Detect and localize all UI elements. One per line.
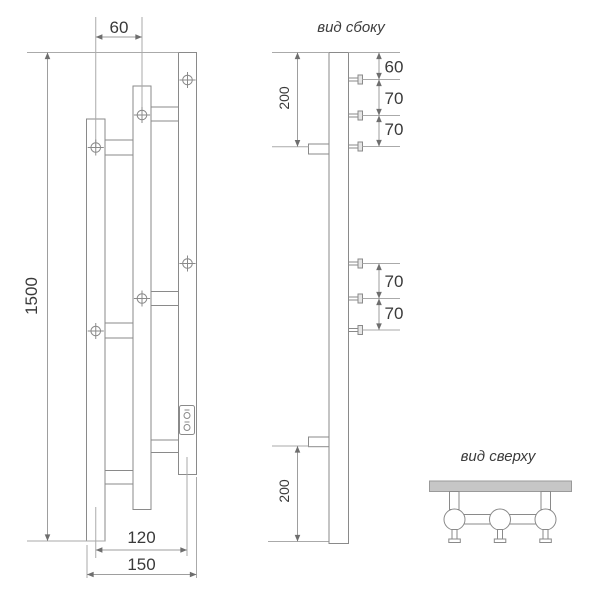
wall-pin <box>349 111 363 120</box>
dim-label-120: 120 <box>127 528 156 547</box>
dim-label-200: 200 <box>275 86 292 110</box>
dim-side-top-offset <box>379 53 403 80</box>
top-view-stem <box>541 492 551 510</box>
dim-label-60-side: 60 <box>384 57 404 77</box>
rung-left-mid-2 <box>105 323 133 338</box>
dim-side-lower-gap-2 <box>379 299 403 331</box>
top-view <box>430 448 572 543</box>
dim-label-1500: 1500 <box>21 277 41 315</box>
rung-mid-right-2 <box>151 292 179 306</box>
dim-bottom-hole-spacing <box>96 528 187 550</box>
dim-label-200: 200 <box>275 479 292 503</box>
wall-pin <box>349 75 363 84</box>
top-view-wall-panel <box>430 481 572 492</box>
rung-mid-right-1 <box>151 107 179 121</box>
dim-total-height <box>22 53 48 542</box>
side-view-title: вид сбоку <box>317 19 385 36</box>
top-view-tube <box>444 509 465 530</box>
dim-label-60: 60 <box>109 18 129 37</box>
dim-side-lower-section <box>276 446 298 542</box>
top-view-foot-plate <box>494 539 506 543</box>
top-view-foot-stem <box>543 530 548 540</box>
dim-side-lower-gap-1 <box>379 264 403 299</box>
top-view-tube <box>490 509 511 530</box>
wall-pin <box>349 294 363 303</box>
top-view-stem <box>450 492 460 510</box>
top-view-foot-plate <box>540 539 552 543</box>
side-tab-upper <box>309 144 330 154</box>
dim-label-70: 70 <box>384 120 404 139</box>
side-tab-lower <box>309 437 330 447</box>
top-view-foot-plate <box>449 539 461 543</box>
top-view-foot-stem <box>498 530 503 540</box>
dim-label-150: 150 <box>127 555 156 574</box>
dim-label-70: 70 <box>384 272 404 291</box>
wall-pin <box>349 259 363 268</box>
wall-pin <box>349 326 363 335</box>
dim-side-upper-gap-2 <box>379 116 403 147</box>
side-view <box>268 19 403 544</box>
top-view-connector <box>464 515 491 525</box>
dim-top-hole-spacing <box>96 18 142 37</box>
dim-label-70: 70 <box>384 89 404 108</box>
front-view <box>22 17 197 578</box>
rung-left-mid-1 <box>105 140 133 155</box>
top-view-foot-stem <box>452 530 457 540</box>
wall-pin <box>349 142 363 151</box>
dim-side-upper-gap-1 <box>379 80 403 116</box>
rung-mid-right-3 <box>151 440 179 453</box>
rung-left-mid-3 <box>105 471 133 485</box>
control-panel <box>180 406 195 435</box>
dim-label-70: 70 <box>384 304 404 323</box>
side-bar <box>329 53 349 544</box>
top-view-tube <box>535 509 556 530</box>
top-view-connector <box>510 515 537 525</box>
top-view-title: вид сверху <box>460 448 536 465</box>
dim-side-upper-section <box>276 53 298 147</box>
dim-overall-width <box>87 555 197 575</box>
